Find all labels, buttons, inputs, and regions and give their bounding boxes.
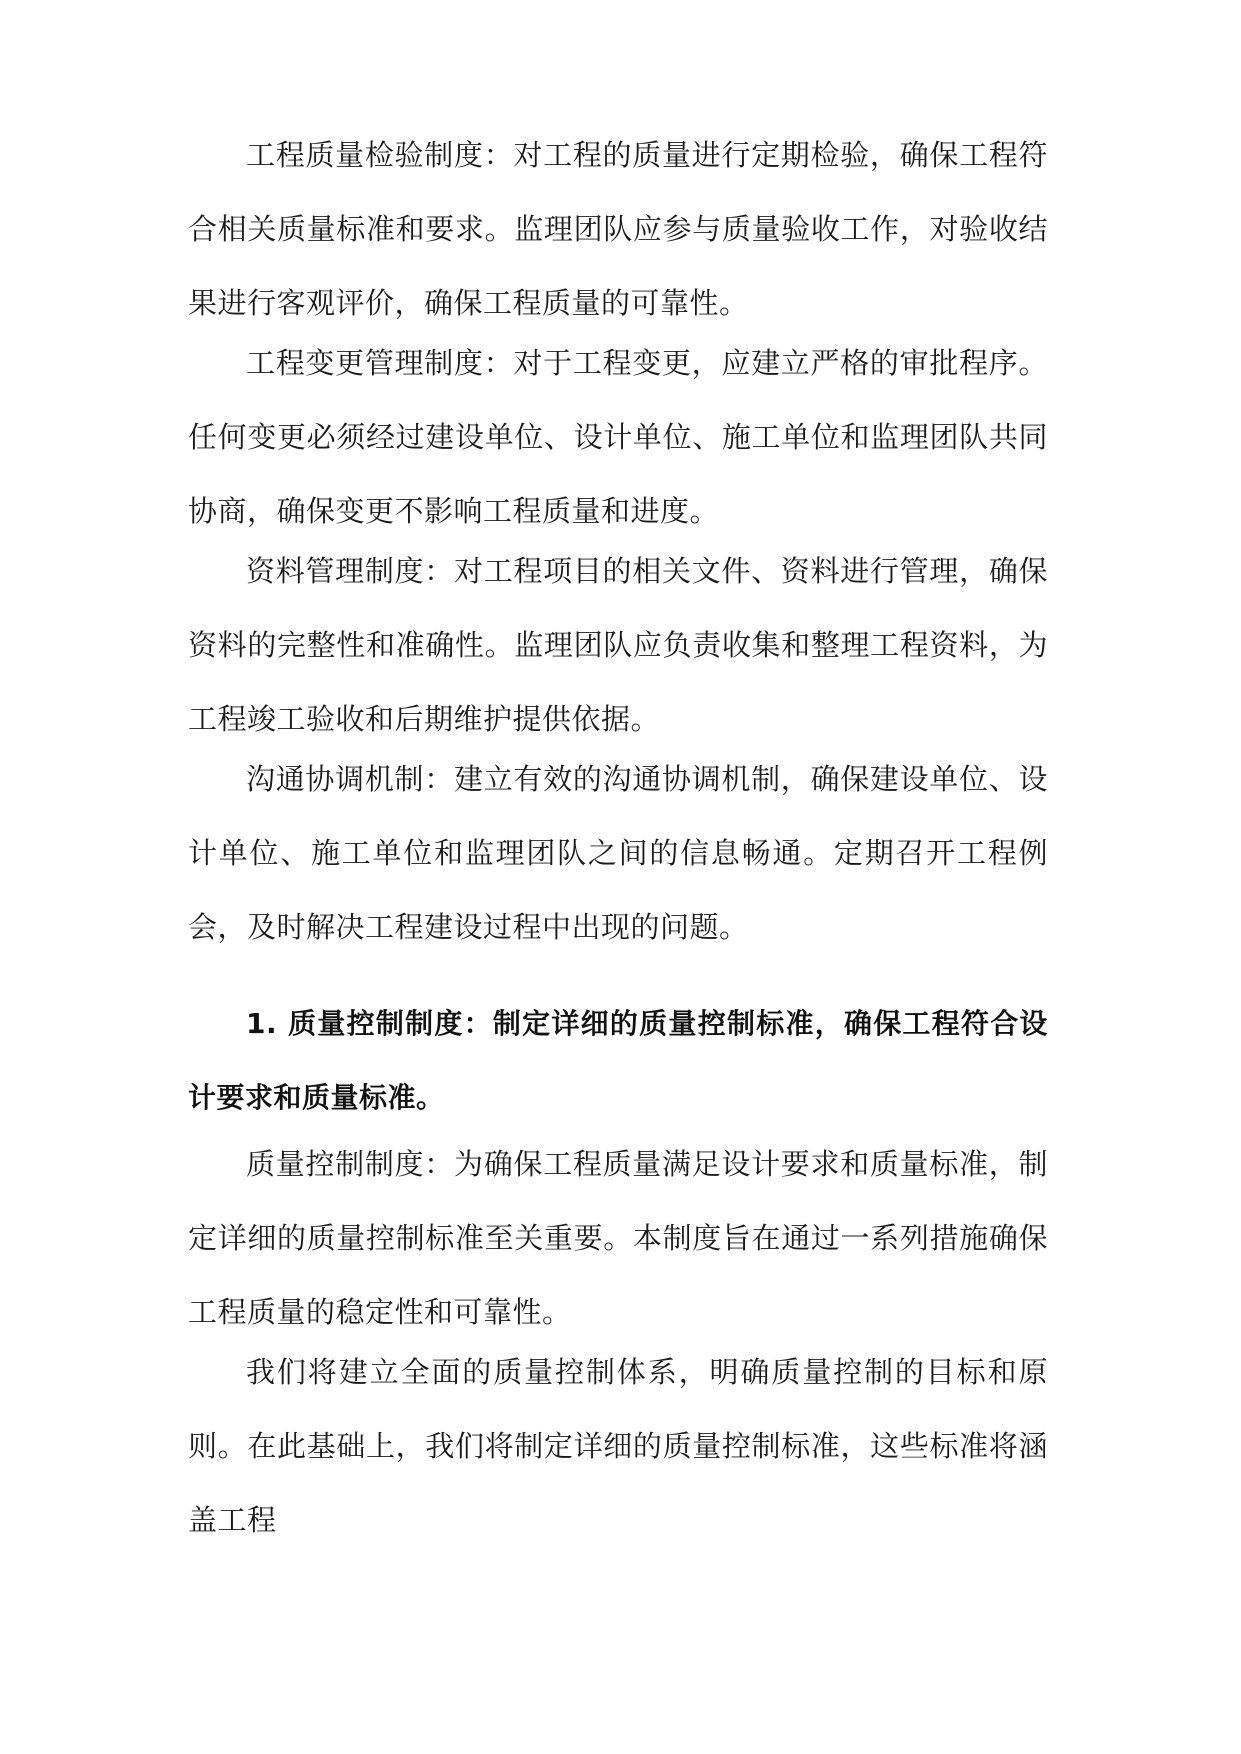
- paragraph-change-management: 工程变更管理制度：对于工程变更，应建立严格的审批程序。任何变更必须经过建设单位、设计单位、施工单位和监理团队共同协商，确保变更不影响工程质量和进度。: [188, 346, 1048, 528]
- section-heading-quality-control: 1. 质量控制制度：制定详细的质量控制标准，确保工程符合设计要求和质量标准。: [188, 1007, 1048, 1114]
- paragraph-quality-inspection: 工程质量检验制度：对工程的质量进行定期检验，确保工程符合相关质量标准和要求。监理团队应参与质量验收工作，对验收结果进行客观评价，确保工程质量的可靠性。: [188, 138, 1048, 320]
- paragraph-communication: 沟通协调机制：建立有效的沟通协调机制，确保建设单位、设计单位、施工单位和监理团队之间的信息畅通。定期召开工程例会，及时解决工程建设过程中出现的问题。: [188, 762, 1048, 944]
- paragraph-document-management: 资料管理制度：对工程项目的相关文件、资料进行管理，确保资料的完整性和准确性。监理团队应负责收集和整理工程资料，为工程竣工验收和后期维护提供依据。: [188, 554, 1048, 736]
- paragraph-quality-control-system: 我们将建立全面的质量控制体系，明确质量控制的目标和原则。在此基础上，我们将制定详细的质量控制标准，这些标准将涵盖工程: [188, 1355, 1048, 1537]
- paragraph-quality-control-intro: 质量控制制度：为确保工程质量满足设计要求和质量标准，制定详细的质量控制标准至关重要。本制度旨在通过一系列措施确保工程质量的稳定性和可靠性。: [188, 1147, 1048, 1329]
